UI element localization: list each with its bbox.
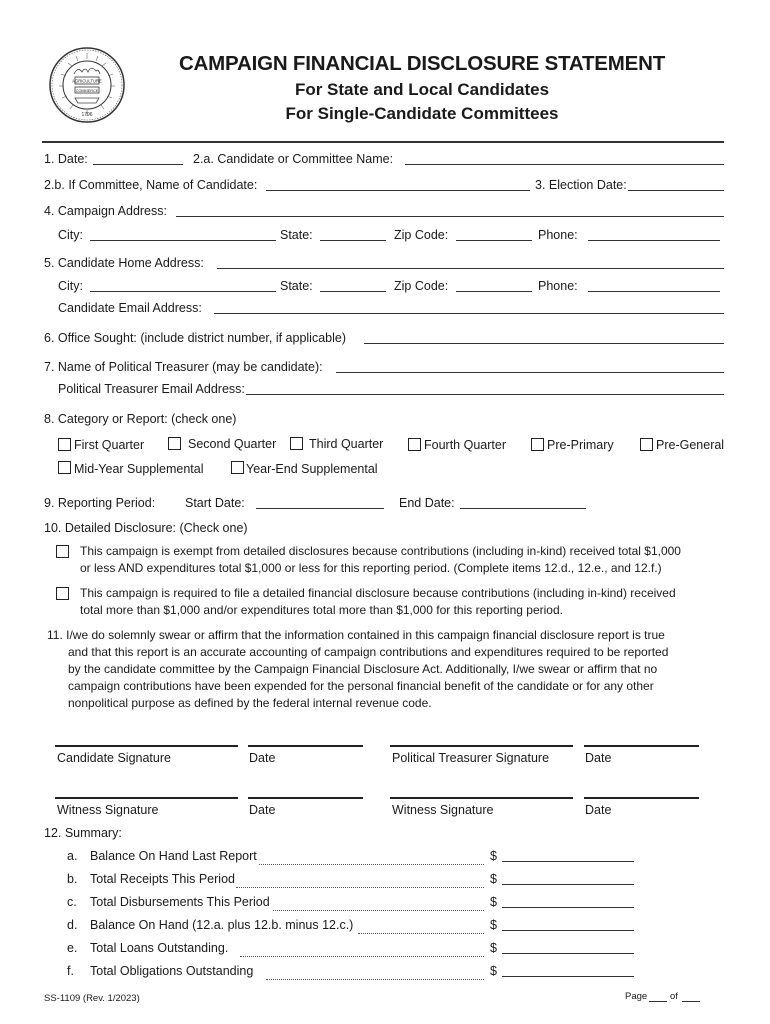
required-text-line-2: total more than $1,000 and/or expenditures total more than $1,000 for this reporting period. (80, 603, 563, 617)
zip-input-line[interactable] (456, 230, 532, 241)
end-date-label: End Date: (399, 496, 455, 510)
campaign-address-input-line[interactable] (176, 206, 724, 217)
first-quarter-label: First Quarter (74, 438, 145, 452)
summary-letter-e: e. (67, 941, 78, 955)
start-date-input-line[interactable] (256, 498, 384, 509)
summary-item-b: Total Receipts This Period (90, 872, 235, 886)
summary-letter-f: f. (67, 964, 74, 978)
mid-year-checkbox[interactable] (58, 461, 71, 474)
year-end-label: Year-End Supplemental (246, 462, 378, 476)
summary-leader-c (273, 902, 484, 911)
summary-currency-e: $ (490, 941, 497, 955)
page-total-line[interactable] (682, 993, 700, 1002)
reporting-period-label: 9. Reporting Period: (44, 496, 156, 510)
exempt-text-line-2: or less AND expenditures total $1,000 or less for this reporting period. (Complete items 12.d., 12.e., and 12.f.) (80, 561, 662, 575)
pre-general-checkbox[interactable] (640, 438, 653, 451)
summary-currency-f: $ (490, 964, 497, 978)
oath-line-2: and that this report is an accurate accounting of campaign contributions and expenditures required to be reported (68, 645, 669, 659)
form-subtitle-1: For State and Local Candidates (294, 80, 550, 99)
witness-date-label-2: Date (585, 803, 612, 817)
city-input-line[interactable] (90, 230, 276, 241)
summary-amount-c[interactable] (502, 897, 634, 908)
summary-currency-a: $ (490, 849, 497, 863)
home-zip-label: Zip Code: (394, 279, 449, 293)
fourth-quarter-label: Fourth Quarter (424, 438, 506, 452)
svg-text:AGRICULTURE: AGRICULTURE (72, 78, 102, 84)
second-quarter-label: Second Quarter (188, 437, 277, 451)
pre-general-label: Pre-General (656, 438, 725, 452)
svg-text:COMMERCE: COMMERCE (75, 89, 99, 93)
phone-input-line[interactable] (588, 230, 720, 241)
witness-date-label-1: Date (249, 803, 276, 817)
second-quarter-checkbox[interactable] (168, 437, 181, 450)
detailed-disclosure-label: 10. Detailed Disclosure: (Check one) (44, 521, 248, 535)
candidate-date-label: Date (249, 751, 276, 765)
witness-signature-line-1[interactable] (55, 797, 238, 799)
witness-signature-label-2: Witness Signature (392, 803, 494, 817)
treasurer-name-label: 7. Name of Political Treasurer (may be candidate): (44, 360, 323, 374)
summary-letter-a: a. (67, 849, 78, 863)
candidate-name-input-line[interactable] (405, 154, 724, 165)
mid-year-label: Mid-Year Supplemental (74, 462, 204, 476)
third-quarter-checkbox[interactable] (290, 437, 303, 450)
home-phone-input-line[interactable] (588, 281, 720, 292)
treasurer-email-label: Political Treasurer Email Address: (58, 382, 245, 396)
summary-leader-d (358, 925, 484, 934)
summary-item-f: Total Obligations Outstanding (90, 964, 254, 978)
candidate-signature-line[interactable] (55, 745, 238, 747)
witness-date-line-2[interactable] (584, 797, 699, 799)
required-text-line-1: This campaign is required to file a detailed financial disclosure because contributions (including in-kind) received (80, 586, 676, 600)
summary-leader-f (266, 971, 484, 980)
form-number: SS-1109 (Rev. 1/2023) (44, 993, 140, 1004)
summary-currency-b: $ (490, 872, 497, 886)
candidate-date-line[interactable] (248, 745, 363, 747)
category-label: 8. Category or Report: (check one) (44, 412, 237, 426)
oath-line-4: campaign contributions have been expended for the personal financial benefit of the candidate or for any other (68, 679, 654, 693)
treasurer-date-label: Date (585, 751, 612, 765)
header-rule (42, 141, 724, 143)
state-input-line[interactable] (320, 230, 386, 241)
year-end-checkbox[interactable] (231, 461, 244, 474)
home-address-label: 5. Candidate Home Address: (44, 256, 204, 270)
summary-amount-f[interactable] (502, 966, 634, 977)
summary-item-e: Total Loans Outstanding. (90, 941, 229, 955)
pre-primary-checkbox[interactable] (531, 438, 544, 451)
summary-amount-b[interactable] (502, 874, 634, 885)
zip-label: Zip Code: (394, 228, 449, 242)
home-city-input-line[interactable] (90, 281, 276, 292)
witness-signature-label-1: Witness Signature (57, 803, 159, 817)
summary-currency-c: $ (490, 895, 497, 909)
summary-amount-d[interactable] (502, 920, 634, 931)
if-committee-input-line[interactable] (266, 180, 530, 191)
treasurer-email-input-line[interactable] (246, 384, 724, 395)
oath-line-1: 11. I/we do solemnly swear or affirm that the information contained in this campaign financial disclosure report is true (47, 628, 665, 642)
if-committee-label: 2.b. If Committee, Name of Candidate: (44, 178, 258, 192)
candidate-email-input-line[interactable] (214, 303, 724, 314)
first-quarter-checkbox[interactable] (58, 438, 71, 451)
summary-leader-a (259, 856, 484, 865)
home-zip-input-line[interactable] (456, 281, 532, 292)
pre-primary-label: Pre-Primary (547, 438, 614, 452)
start-date-label: Start Date: (185, 496, 245, 510)
home-address-input-line[interactable] (217, 258, 724, 269)
phone-label: Phone: (538, 228, 578, 242)
election-date-label: 3. Election Date: (535, 178, 627, 192)
summary-currency-d: $ (490, 918, 497, 932)
summary-item-d: Balance On Hand (12.a. plus 12.b. minus 12.c.) (90, 918, 354, 932)
candidate-signature-label: Candidate Signature (57, 751, 171, 765)
fourth-quarter-checkbox[interactable] (408, 438, 421, 451)
summary-amount-e[interactable] (502, 943, 634, 954)
date-field-label: 1. Date: (44, 152, 88, 166)
treasurer-date-line[interactable] (584, 745, 699, 747)
page-number-line[interactable] (649, 993, 667, 1002)
summary-letter-b: b. (67, 872, 78, 886)
witness-date-line-1[interactable] (248, 797, 363, 799)
office-sought-label: 6. Office Sought: (include district number, if applicable) (44, 331, 347, 345)
exempt-checkbox[interactable] (56, 545, 69, 558)
summary-letter-d: d. (67, 918, 78, 932)
witness-signature-line-2[interactable] (390, 797, 573, 799)
form-subtitle-2: For Single-Candidate Committees (285, 104, 559, 123)
campaign-address-label: 4. Campaign Address: (44, 204, 167, 218)
oath-line-3: by the candidate committee by the Campaign Financial Disclosure Act. Additionally, I/we swear or affirm that no (68, 662, 658, 676)
page-label: Page (625, 991, 648, 1002)
summary-item-c: Total Disbursements This Period (90, 895, 270, 909)
election-date-input-line[interactable] (628, 180, 724, 191)
home-state-input-line[interactable] (320, 281, 386, 292)
summary-label: 12. Summary: (44, 826, 122, 840)
city-label: City: (58, 228, 83, 242)
page-of-label: of (670, 991, 678, 1002)
treasurer-name-input-line[interactable] (336, 362, 724, 373)
summary-amount-a[interactable] (502, 851, 634, 862)
home-state-label: State: (280, 279, 313, 293)
home-phone-label: Phone: (538, 279, 578, 293)
required-checkbox[interactable] (56, 587, 69, 600)
third-quarter-label: Third Quarter (309, 437, 384, 451)
svg-text:1796: 1796 (81, 112, 93, 118)
date-input-line[interactable] (93, 154, 183, 165)
exempt-text-line-1: This campaign is exempt from detailed disclosures because contributions (including in-kind) received total $1,000 (80, 544, 681, 558)
summary-letter-c: c. (67, 895, 77, 909)
candidate-name-label: 2.a. Candidate or Committee Name: (193, 152, 394, 166)
summary-item-a: Balance On Hand Last Report (90, 849, 257, 863)
office-sought-input-line[interactable] (364, 333, 724, 344)
summary-leader-b (236, 879, 484, 888)
treasurer-signature-line[interactable] (390, 745, 573, 747)
treasurer-signature-label: Political Treasurer Signature (392, 751, 550, 765)
form-title: CAMPAIGN FINANCIAL DISCLOSURE STATEMENT (178, 52, 666, 75)
oath-line-5: nonpolitical purpose as defined by the federal internal revenue code. (68, 696, 432, 710)
state-label: State: (280, 228, 313, 242)
end-date-input-line[interactable] (460, 498, 586, 509)
home-city-label: City: (58, 279, 83, 293)
candidate-email-label: Candidate Email Address: (58, 301, 202, 315)
summary-leader-e (240, 948, 484, 957)
